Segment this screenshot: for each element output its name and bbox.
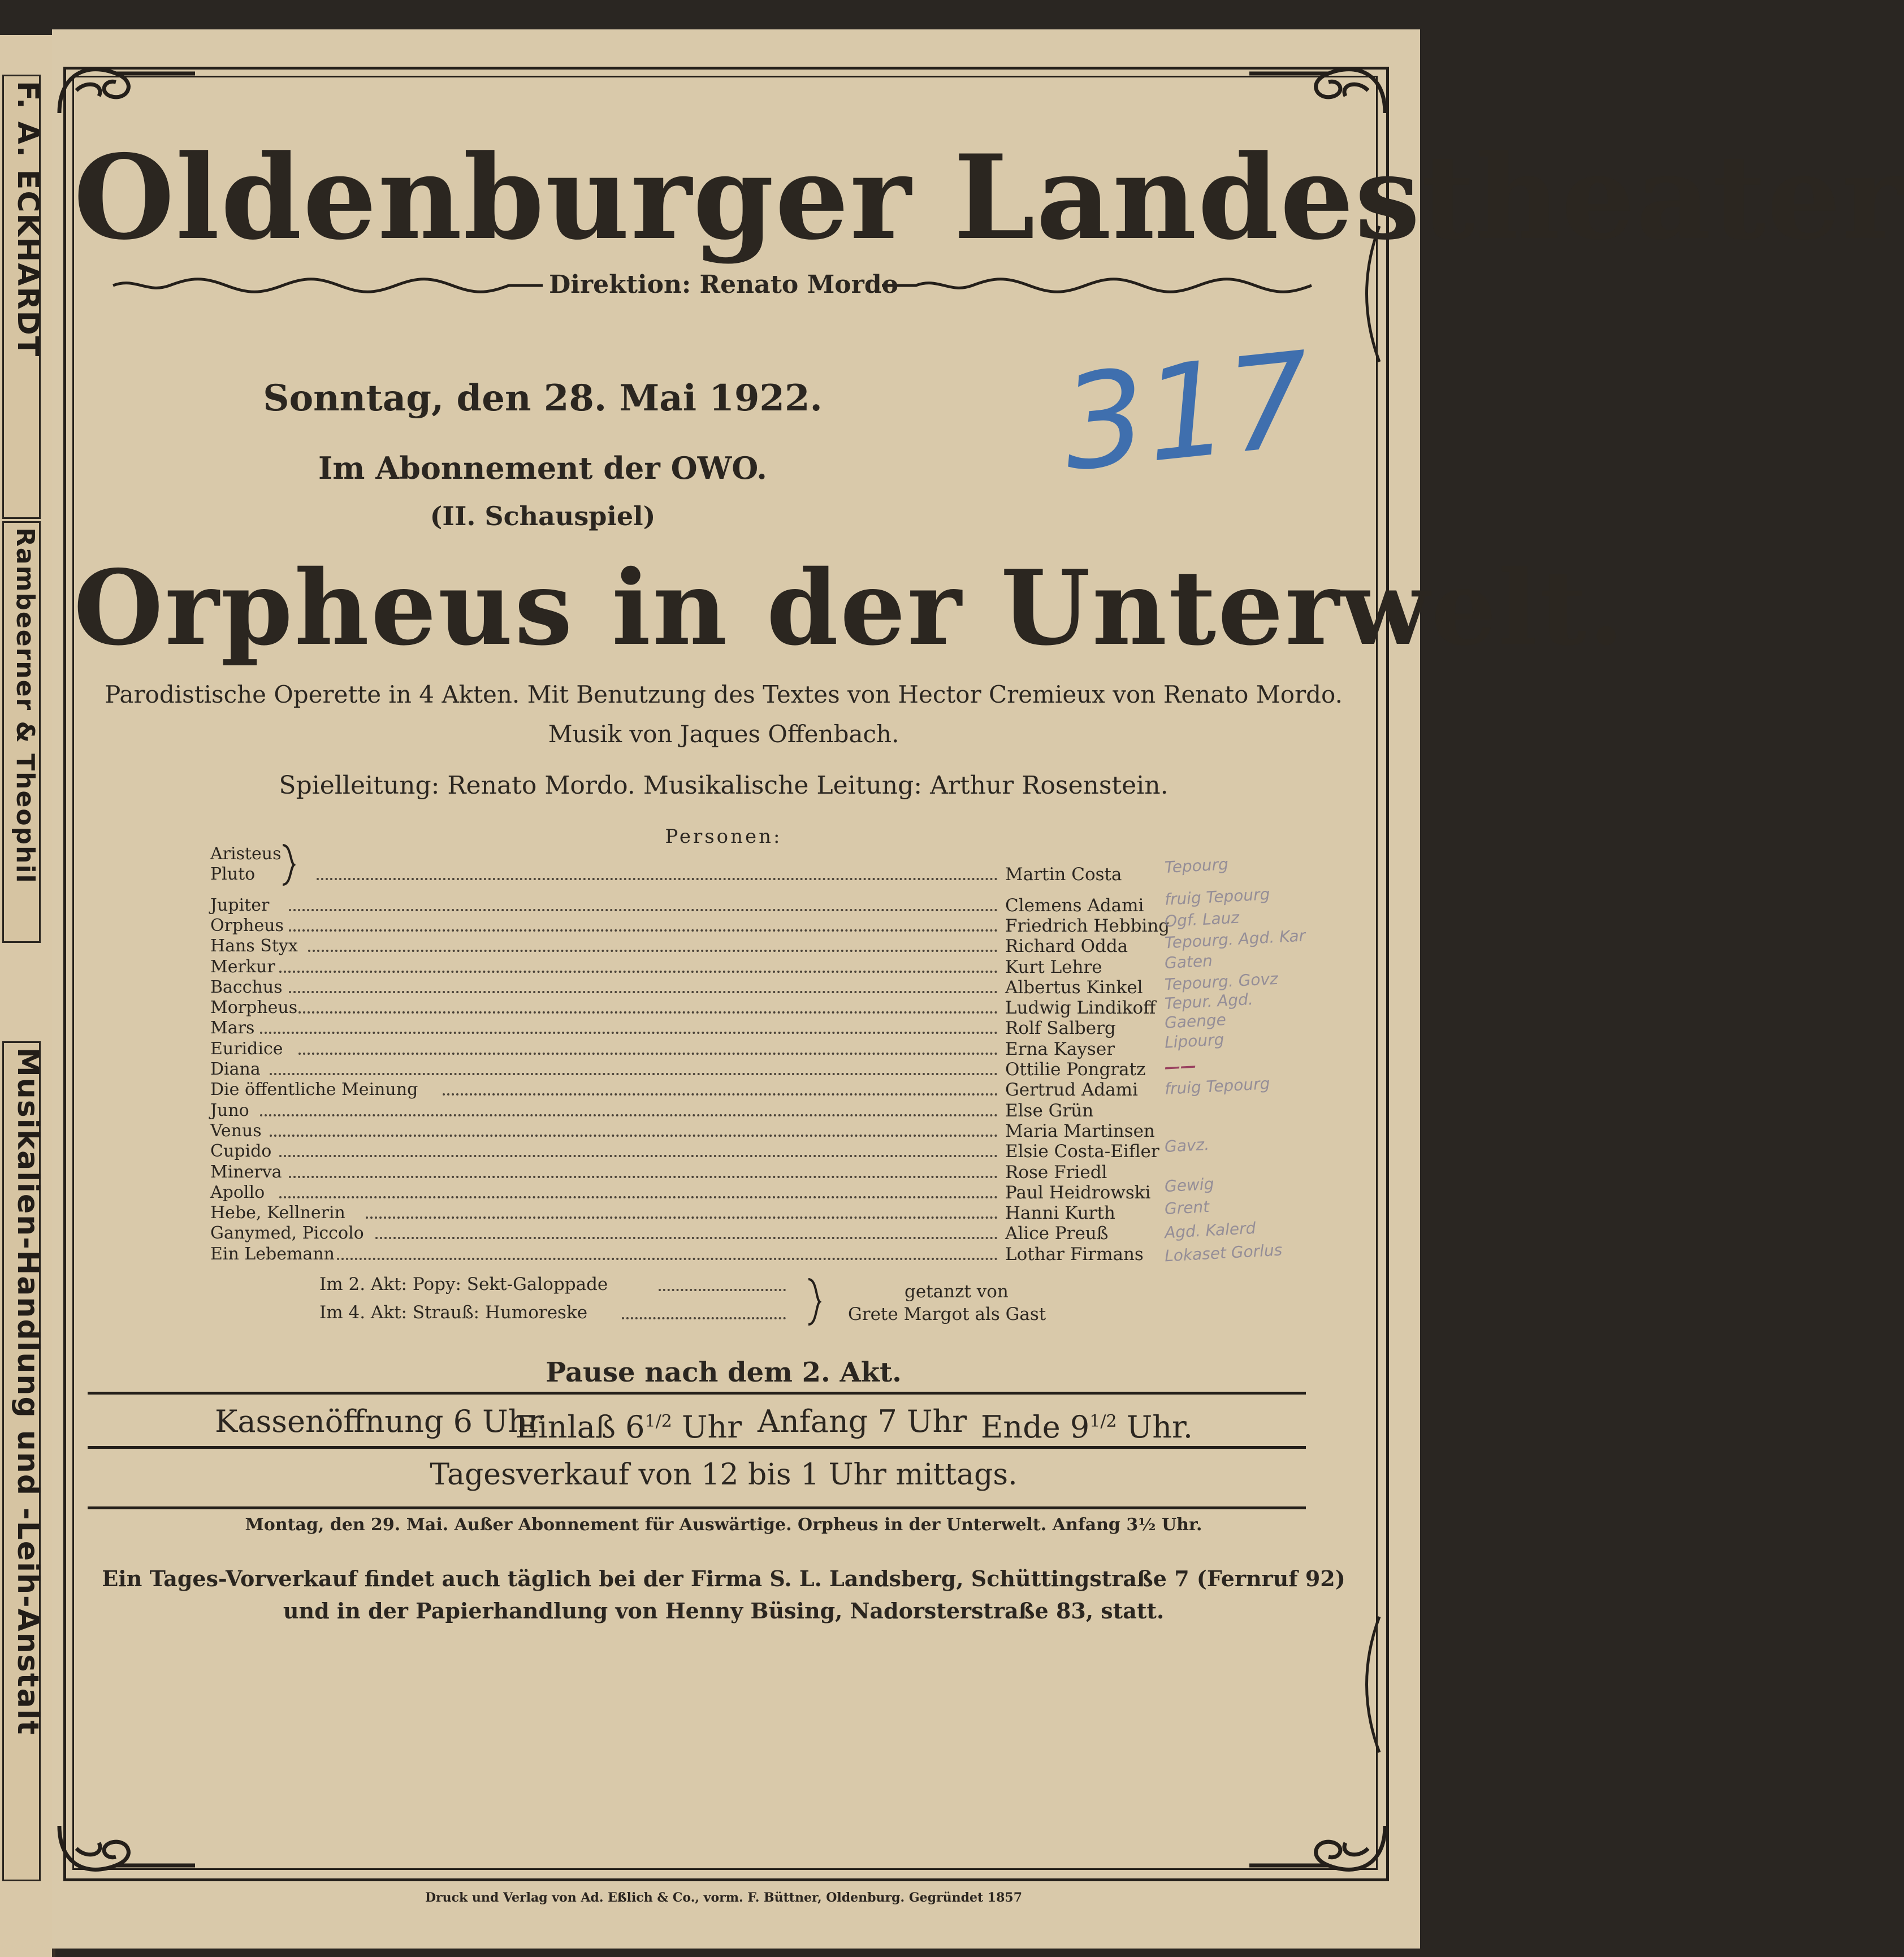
cast-actor: Hanni Kurth (1005, 1203, 1115, 1223)
cast-role: Merkur (210, 957, 275, 977)
leader-dots (270, 1135, 998, 1137)
einlass-prefix: Einlaß 6 (516, 1409, 645, 1445)
subtitle-line-1: Parodistische Operette in 4 Akten. Mit Benutzung des Textes von Hector Cremieux von Renato Mordo. (105, 681, 1343, 708)
leader-dots (279, 1196, 998, 1198)
pencil-note: Gavz. (1164, 1135, 1210, 1157)
spine-label-2: Rambeerner & Theophil (11, 527, 40, 884)
cast-actor: Clemens Adami (1005, 895, 1144, 916)
cast-role: Venus (210, 1121, 262, 1141)
presale-line-1: Ein Tages-Vorverkauf findet auch täglich bei der Firma S. L. Landsberg, Schüttingstraße 7 (Fernruf 92) (102, 1566, 1345, 1591)
danced-by-label: getanzt von (905, 1281, 1009, 1302)
cast-role: Ein Lebemann (210, 1244, 335, 1264)
cast-role: Pluto (210, 864, 256, 884)
pencil-note: —— (1164, 1056, 1197, 1077)
pencil-note: Gewig (1164, 1174, 1215, 1196)
leader-dots (317, 878, 998, 880)
pencil-note: Agd. Kalerd (1164, 1218, 1257, 1242)
leader-dots (298, 1053, 998, 1055)
ornament-top-right (1244, 57, 1391, 124)
danced-by-name: Grete Margot als Gast (848, 1304, 1046, 1324)
brace-icon (280, 842, 297, 887)
einlass-suffix: Uhr (672, 1409, 742, 1445)
pencil-note: Grent (1164, 1197, 1210, 1219)
ende-suffix: Uhr. (1117, 1409, 1193, 1445)
cast-role: Diana (210, 1059, 261, 1079)
monday-line: Montag, den 29. Mai. Außer Abonnement für Auswärtige. Orpheus in der Unterwelt. Anfang 3½ Uhr. (245, 1515, 1202, 1535)
cast-role: Orpheus (210, 916, 284, 936)
einlass-fraction: 1/2 (644, 1412, 672, 1431)
date-line: Sonntag, den 28. Mai 1922. (263, 377, 823, 419)
cast-actor: Else Grün (1005, 1101, 1094, 1121)
cast-role: Hans Styx (210, 936, 298, 956)
cast-actor: Rolf Salberg (1005, 1018, 1116, 1038)
leader-dots (279, 971, 998, 973)
printer-line: Druck und Verlag von Ad. Eßlich & Co., vorm. F. Büttner, Oldenburg. Gegründet 1857 (425, 1890, 1023, 1905)
pencil-note: Lokaset Gorlus (1164, 1240, 1283, 1266)
anfang-time: Anfang 7 Uhr (758, 1404, 967, 1439)
pencil-note: Gaenge (1164, 1010, 1227, 1032)
cast-actor: Rose Friedl (1005, 1162, 1107, 1183)
personen-heading: Personen: (665, 825, 782, 848)
ende-time (981, 1402, 1193, 1447)
series-line: (II. Schauspiel) (430, 501, 656, 531)
direction-line: Spielleitung: Renato Mordo. Musikalische Leitung: Arthur Rosenstein. (279, 771, 1169, 800)
pencil-note: Lipourg (1164, 1030, 1225, 1052)
leader-dots (443, 1093, 998, 1096)
dance-brace-icon (806, 1276, 823, 1327)
cast-role: Juno (210, 1101, 249, 1120)
leader-dots (260, 1114, 998, 1116)
cast-actor: Maria Martinsen (1005, 1121, 1155, 1141)
cast-role: Cupido (210, 1141, 272, 1161)
dance-line-2: Im 4. Akt: Strauß: Humoreske (319, 1302, 588, 1323)
cast-role: Bacchus (210, 977, 283, 997)
pencil-note: Tepourg. Agd. Kar (1164, 926, 1306, 952)
pause-line: Pause nach dem 2. Akt. (546, 1357, 902, 1388)
spine-label-1: F. A. ECKHARDT (11, 81, 45, 358)
cast-role: Aristeus (210, 844, 282, 864)
cast-role: Euridice (210, 1039, 283, 1059)
cast-role: Mars (210, 1018, 255, 1038)
einlass-time (516, 1402, 742, 1447)
cast-actor: Paul Heidrowski (1005, 1183, 1151, 1203)
dance-dots-1 (659, 1289, 786, 1291)
pencil-note: Tepur. Agd. (1164, 989, 1254, 1014)
leader-dots (270, 1073, 998, 1075)
cast-role: Jupiter (210, 895, 270, 915)
ornament-bottom-right (1244, 1815, 1391, 1882)
leader-dots (289, 929, 998, 932)
dance-dots-2 (622, 1317, 786, 1319)
cast-actor: Albertus Kinkel (1005, 977, 1143, 998)
handwritten-number: 317 (1055, 324, 1318, 501)
play-title: Orpheus in der Unterwelt. (73, 547, 1626, 668)
theater-title: Oldenburger Landestheater (73, 130, 1904, 266)
pencil-note: Gaten (1164, 951, 1213, 973)
dance-line-1: Im 2. Akt: Popy: Sekt-Galoppade (319, 1274, 608, 1294)
leader-dots (260, 1032, 998, 1034)
leader-dots (308, 950, 998, 952)
cast-actor: Kurt Lehre (1005, 957, 1102, 977)
ornament-bottom-left (54, 1815, 201, 1882)
tagesverkauf-line: Tagesverkauf von 12 bis 1 Uhr mittags. (430, 1458, 1018, 1492)
cast-actor: Ottilie Pongratz (1005, 1059, 1146, 1080)
pencil-note: Tepourg. Govz (1164, 969, 1279, 994)
cast-role: Minerva (210, 1162, 282, 1182)
leader-dots (366, 1216, 998, 1219)
pencil-note: Tepourg (1164, 855, 1229, 877)
cast-actor: Alice Preuß (1005, 1223, 1109, 1244)
cast-actor: Gertrud Adami (1005, 1080, 1138, 1100)
spine-label-box-3 (2, 1041, 45, 1881)
leader-dots (337, 1258, 998, 1260)
binding-strip (0, 35, 55, 1957)
presale-line-2: und in der Papierhandlung von Henny Büsing, Nadorsterstraße 83, statt. (283, 1598, 1165, 1623)
leader-dots (375, 1237, 998, 1239)
rule-3 (88, 1506, 1306, 1509)
cast-actor: Ludwig Lindikoff (1005, 998, 1156, 1018)
ornament-top-left (54, 57, 201, 124)
ende-fraction: 1/2 (1089, 1412, 1117, 1431)
leader-dots (289, 991, 998, 993)
cast-role: Ganymed, Piccolo (210, 1223, 364, 1243)
cast-actor: Richard Odda (1005, 936, 1128, 956)
rule-2 (88, 1446, 1306, 1449)
pencil-note: Ogf. Lauz (1164, 908, 1240, 931)
cast-actor: Friedrich Hebbing (1005, 916, 1170, 936)
rule-1 (88, 1392, 1306, 1395)
spine-label-box-2 (2, 521, 41, 943)
leader-dots (279, 1155, 998, 1157)
cast-role: Die öffentliche Meinung (210, 1080, 418, 1099)
cast-actor: Lothar Firmans (1005, 1244, 1144, 1265)
leader-dots (289, 909, 998, 911)
theater-direction: Direktion: Renato Mordo (549, 270, 898, 299)
leader-dots (298, 1011, 998, 1014)
spine-label-box-1 (2, 75, 45, 519)
cast-actor: Martin Costa (1005, 864, 1122, 885)
cast-role: Morpheus (210, 998, 298, 1018)
leader-dots (289, 1176, 998, 1178)
cast-role: Apollo (210, 1183, 265, 1202)
cast-actor: Elsie Costa-Eifler (1005, 1141, 1159, 1162)
ende-prefix: Ende 9 (981, 1409, 1090, 1445)
kasse-time: Kassenöffnung 6 Uhr (215, 1404, 543, 1439)
cast-role: Hebe, Kellnerin (210, 1203, 345, 1223)
pencil-note: fruig Tepourg (1164, 885, 1271, 909)
spine-label-3: Musikalien-Handlung und -Leih-Anstalt (11, 1047, 45, 1736)
subscription-line: Im Abonnement der OWO. (318, 450, 767, 486)
cast-actor: Erna Kayser (1005, 1039, 1115, 1059)
pencil-note: fruig Tepourg (1164, 1074, 1271, 1098)
subtitle-line-2: Musik von Jaques Offenbach. (548, 720, 899, 748)
